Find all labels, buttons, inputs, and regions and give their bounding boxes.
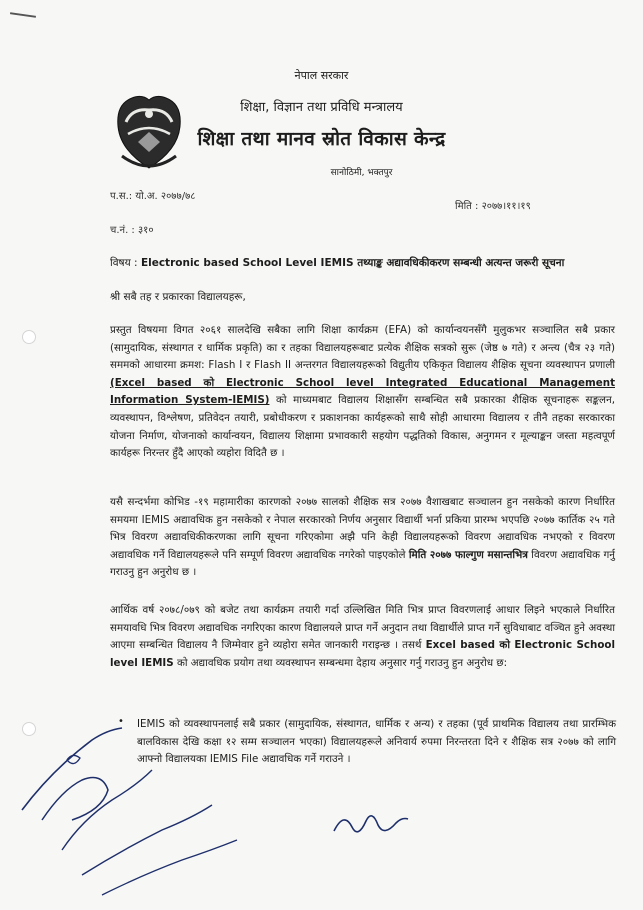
paragraph-1-text-b: को माध्यमबाट विद्यालय शिक्षासँग सम्बन्धित सबै प्रकारका शैक्षिक सूचनाहरू सङ्कलन, व्यवस्थापन, विश्लेषण, प्रतिवेदन तयारी, प्रबोधीकरण र प्रकाशनका कार्यहरूको साथै सोही आधारमा विद्यालय र तीनै तहका सरकारका योजना निर्माण, योजनाको कार्यान्वयन, विद्यालय शिक्षामा प्रभावकारी सहयोग पद्धतिको विकास, अनुगमन र मूल्याङ्कन जस्ता महत्वपूर्ण कार्यहरू निरन्तर हुँदै आएको व्यहोरा विदितै छ ।	[110, 394, 615, 460]
ministry-name: शिक्षा, विज्ञान तथा प्रविधि मन्त्रालय	[240, 100, 403, 115]
subject-line	[110, 256, 620, 270]
office-address: सानोठिमी, भक्तपुर	[330, 168, 393, 178]
paragraph-1-highlight: (Excel based को Electronic School level Integrated Educational Management Information System-IEMIS)	[110, 376, 615, 407]
subject-text: Electronic based School Level IEMIS तथ्याङ्क अद्यावधिकीकरण सम्बन्धी अत्यन्त जरूरी सूचना	[140, 257, 565, 269]
subject-label: विषय :	[110, 257, 141, 269]
paragraph-3-text-a: आर्थिक वर्ष २०७८/०७९ को बजेट तथा कार्यक्रम तयारी गर्दा उल्लिखित मिति भित्र प्राप्त विवरणलाई आधार लिइने भएकाले निर्धारित समयावधि भित्र विवरण अद्यावधिक नगरिएका कारण विद्यालयले प्राप्त गर्ने अनुदान तथा विद्यार्थीले प्राप्त गर्ने सुविधाबाट वञ्चित हुने अवस्था आएमा सम्बन्धित विद्यालय नै जिम्मेवार हुने व्यहोरा समेत जानकारी गराइन्छ । तसर्थ	[110, 604, 615, 652]
center-name: शिक्षा तथा मानव स्रोत विकास केन्द्र	[197, 128, 446, 150]
paragraph-2-text-a: यसै सन्दर्भमा कोभिड -१९ महामारीका कारणको २०७७ सालको शैक्षिक सत्र २०७७ वैशाखबाट सञ्चालन हुन नसकेको कारण निर्धारित समयमा IEMIS अद्यावधिक हुन नसकेको र नेपाल सरकारको निर्णय अनुसार विद्यार्थी भर्ना प्रकिया प्रारम्भ भएपछि २०७७ कार्तिक २५ गते भित्र विवरण अद्यावधिकीकरणका लागि सूचना गरिएकोमा अझै पनि केही विद्यालयहरूको विवरण अद्यावधिक नभएको र विवरण अद्यावधिक गर्ने विद्यालयहरूले पनि सम्पूर्ण विवरण अद्यावधिक नगरेको पाइएकोले	[110, 496, 615, 561]
instruction-item-1: IEMIS को व्यवस्थापनलाई सबै प्रकार (सामुदायिक, संस्थागत, धार्मिक र अन्य) र तहका (पूर्व प्राथमिक विद्यालय तथा प्रारम्भिक बालविकास देखि कक्षा १२ सम्म सञ्चालन भएका) विद्यालयहरूले अनिवार्य रुपमा निरन्तरता दिने र शैक्षिक सत्र २०७७ को लागि आफ्नो विद्यालयका IEMIS File अद्यावधिक गर्ने गराउने ।	[137, 718, 616, 766]
salutation: श्री सबै तह र प्रकारका विद्यालयहरू,	[110, 291, 246, 303]
paragraph-3-system: Excel based को Electronic School level IEMIS	[110, 639, 615, 669]
signature	[330, 805, 410, 845]
paragraph-1	[110, 322, 615, 463]
paragraph-1-text-a: प्रस्तुत विषयमा विगत २०६१ सालदेखि सबैका लागि शिक्षा कार्यक्रम (EFA) को कार्यान्वयनसँगै मुलुकभर सञ्चालित सबै प्रकार (सामुदायिक, संस्थागत र धार्मिक प्रकृति) का र तहका विद्यालयहरूबाट प्रत्येक शैक्षिक सत्रको सुरू (जेष्ठ ७ गते) र अन्त्य (चैत्र २३ गते) सममको आधारमा क्रमश: Flash I र Flash II अन्तरगत विद्यालयहरूको विद्युतीय एकिकृत विद्यालय शैक्षिक सूचना व्यवस्थापन प्रणाली	[110, 324, 615, 372]
government-name: नेपाल सरकार	[294, 69, 349, 82]
handwritten-notes-stamp	[12, 700, 242, 900]
letter-date: मिति : २०७७।११।१९	[455, 201, 531, 212]
paragraph-2	[110, 494, 615, 582]
paragraph-2-text-b: विवरण अद्यावधिक गर्नु गराउनु हुन अनुरोध छ ।	[110, 548, 615, 579]
paragraph-3-text-b: को अद्यावधिक प्रयोग तथा व्यवस्थापन सम्बन्धमा देहाय अनुसार गर्नु गराउनु हुन अनुरोध छ:	[173, 656, 508, 669]
paragraph-2-deadline: मिति २०७७ फाल्गुण मसान्तभित्र	[408, 548, 528, 561]
bullet-marker: •	[118, 716, 124, 727]
paragraph-3	[110, 602, 615, 672]
reference-number: प.स.: यो.अ. २०७७/७८	[110, 191, 196, 202]
punch-hole-top	[22, 330, 36, 344]
corner-pen-mark	[10, 12, 36, 18]
dispatch-number: च.नं. : ३१०	[110, 225, 154, 236]
